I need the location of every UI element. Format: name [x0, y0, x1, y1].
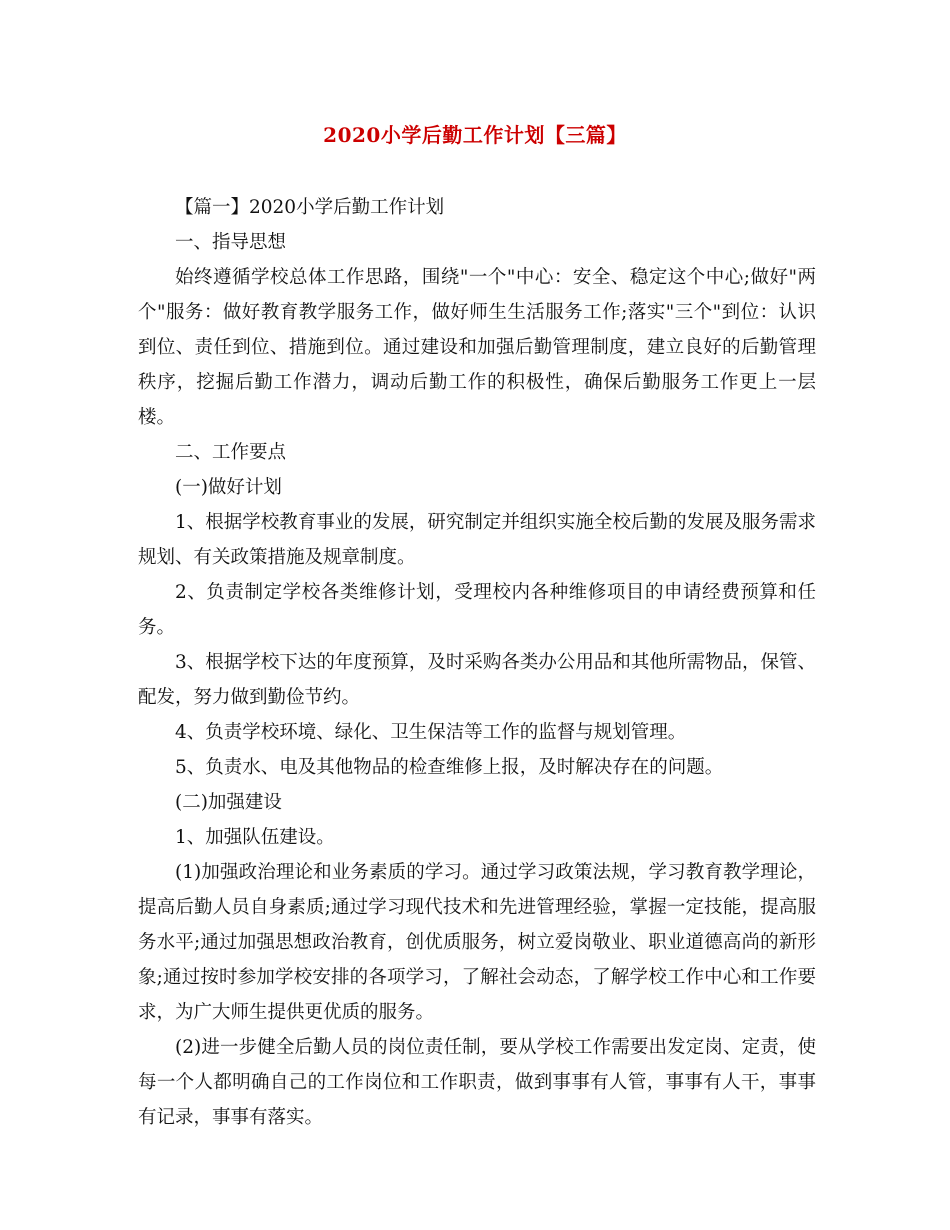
list-item-2: 2、负责制定学校各类维修计划，受理校内各种维修项目的申请经费预算和任务。	[138, 582, 816, 638]
paragraph-responsibility-system: (2)进一步健全后勤人员的岗位责任制，要从学校工作需要出发定岗、定责，使每一个人都明确自己的工作岗位和工作职责，做到事事有人管，事事有人干，事事有记录，事事有落实。	[138, 1037, 816, 1128]
paragraph-guiding-ideology: 始终遵循学校总体工作思路，围绕"一个"中心：安全、稳定这个中心;做好"两个"服务：做好教育教学服务工作，做好师生生活服务工作;落实"三个"到位：认识到位、责任到位、措施到位。通过建设和加强后勤管理制度，建立良好的后勤管理秩序，挖掘后勤工作潜力，调动后勤工作的积极性，确保后勤服务工作更上一层楼。	[138, 267, 816, 428]
subheading-planning: (一)做好计划	[175, 477, 282, 498]
list-item-5: 5、负责水、电及其他物品的检查维修上报，及时解决存在的问题。	[175, 757, 724, 778]
list-item-team-building: 1、加强队伍建设。	[175, 827, 335, 848]
document-body	[138, 190, 816, 1135]
heading-guiding-ideology: 一、指导思想	[175, 232, 287, 253]
subheading-strengthen-construction: (二)加强建设	[175, 792, 282, 813]
list-item-3: 3、根据学校下达的年度预算，及时采购各类办公用品和其他所需物品，保管、配发，努力做到勤俭节约。	[138, 652, 816, 708]
document-title: 2020小学后勤工作计划【三篇】	[323, 123, 627, 147]
heading-work-points: 二、工作要点	[175, 442, 287, 463]
list-item-1: 1、根据学校教育事业的发展，研究制定并组织实施全校后勤的发展及服务需求规划、有关政策措施及规章制度。	[138, 512, 816, 568]
list-item-4: 4、负责学校环境、绿化、卫生保洁等工作的监督与规划管理。	[175, 722, 687, 743]
section-heading: 【篇一】2020小学后勤工作计划	[175, 197, 445, 218]
paragraph-political-study: (1)加强政治理论和业务素质的学习。通过学习政策法规，学习教育教学理论，提高后勤人员自身素质;通过学习现代技术和先进管理经验，掌握一定技能，提高服务水平;通过加强思想政治教育，创优质服务，树立爱岗敬业、职业道德高尚的新形象;通过按时参加学校安排的各项学习，了解社会动态，了解学校工作中心和工作要求，为广大师生提供更优质的服务。	[138, 862, 816, 1023]
